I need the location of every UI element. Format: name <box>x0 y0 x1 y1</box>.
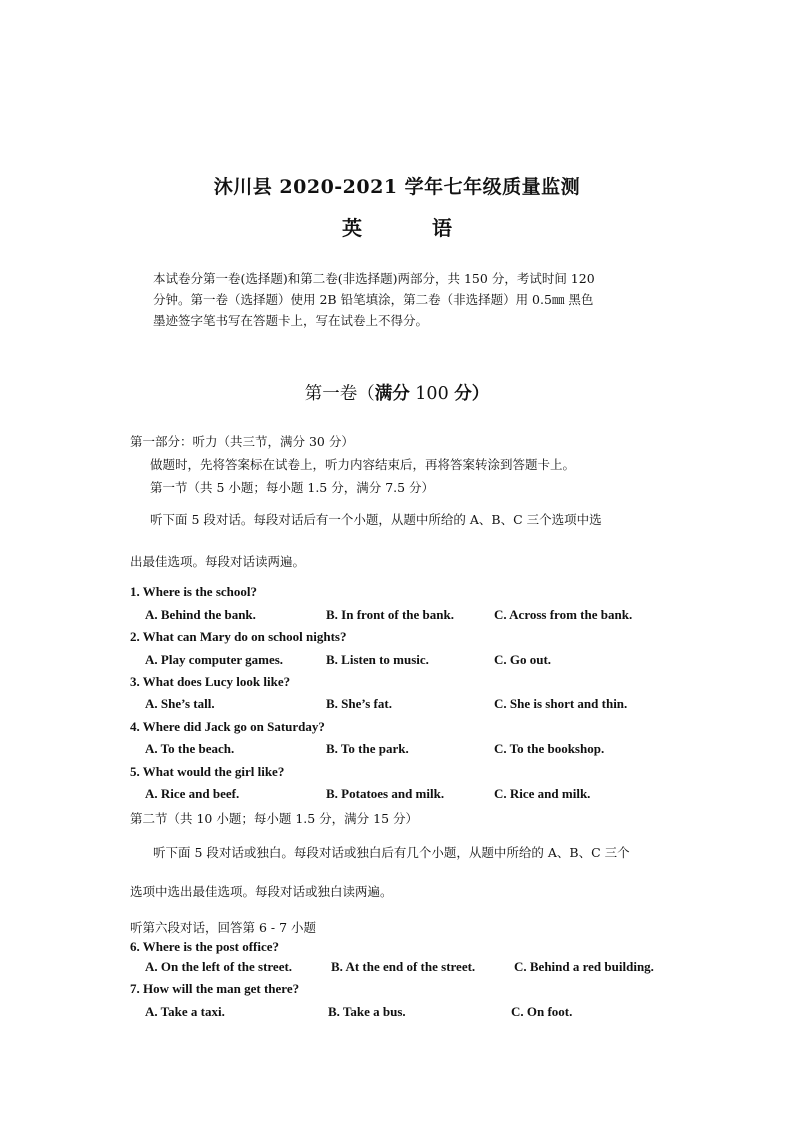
question-5-option-c: C. Rice and milk. <box>494 786 591 801</box>
question-4-option-c: C. To the bookshop. <box>494 741 605 756</box>
question-3-option-a: A. She’s tall. <box>145 696 215 711</box>
question-2-option-b: B. Listen to music. <box>326 652 429 667</box>
question-6-option-c: C. Behind a red building. <box>514 959 654 974</box>
question-1-option-c: C. Across from the bank. <box>494 607 633 622</box>
question-1-option-a: A. Behind the bank. <box>145 607 256 622</box>
part1-heading: 第一部分：听力（共三节，满分 30 分） <box>130 434 354 449</box>
question-4-option-a: A. To the beach. <box>145 741 235 756</box>
volume-title: 第一卷（满分 100 分） <box>304 384 490 404</box>
question-2-option-c: C. Go out. <box>494 652 552 667</box>
question-3-option-b: B. She’s fat. <box>326 696 392 711</box>
exam-title: 沐川县 2020-2021 学年七年级质量监测 <box>213 176 581 198</box>
section1-direction-2: 出最佳选项。每段对话读两遍。 <box>130 554 306 569</box>
question-4-option-b: B. To the park. <box>326 741 409 756</box>
section2-direction-1: 听下面 5 段对话或独白。每段对话或独白后有几个小题，从题中所给的 A、B、C 三个 <box>153 845 630 860</box>
question-1-option-b: B. In front of the bank. <box>326 607 454 622</box>
question-7-option-a: A. Take a taxi. <box>145 1004 225 1019</box>
section2-heading: 第二节（共 10 小题；每小题 1.5 分，满分 15 分） <box>130 811 419 826</box>
question-5-stem: 5. What would the girl like? <box>130 764 285 779</box>
question-2-stem: 2. What can Mary do on school nights? <box>130 629 347 644</box>
section2-group-heading: 听第六段对话，回答第 6 - 7 小题 <box>130 920 317 935</box>
question-7-stem: 7. How will the man get there? <box>130 981 300 996</box>
question-5-option-a: A. Rice and beef. <box>145 786 240 801</box>
question-7-option-c: C. On foot. <box>511 1004 573 1019</box>
section1-heading: 第一节（共 5 小题；每小题 1.5 分，满分 7.5 分） <box>150 480 435 495</box>
intro-line-1: 本试卷分第一卷(选择题)和第二卷(非选择题)两部分，共 150 分，考试时间 120 <box>153 271 595 286</box>
question-6-option-a: A. On the left of the street. <box>145 959 293 974</box>
question-1-stem: 1. Where is the school? <box>130 584 257 599</box>
question-3-option-c: C. She is short and thin. <box>494 696 628 711</box>
question-2-option-a: A. Play computer games. <box>145 652 284 667</box>
question-4-stem: 4. Where did Jack go on Saturday? <box>130 719 325 734</box>
intro-line-2: 分钟。第一卷（选择题）使用 2B 铅笔填涂，第二卷（非选择题）用 0.5㎜ 黑色 <box>153 292 594 307</box>
question-7-option-b: B. Take a bus. <box>328 1004 406 1019</box>
intro-line-3: 墨迹签字笔书写在答题卡上，写在试卷上不得分。 <box>153 313 429 328</box>
question-5-option-b: B. Potatoes and milk. <box>326 786 445 801</box>
question-6-option-b: B. At the end of the street. <box>331 959 476 974</box>
section1-direction-1: 听下面 5 段对话。每段对话后有一个小题，从题中所给的 A、B、C 三个选项中选 <box>150 512 602 527</box>
question-6-stem: 6. Where is the post office? <box>130 939 279 954</box>
question-3-stem: 3. What does Lucy look like? <box>130 674 291 689</box>
subject-title: 英语 <box>342 216 522 240</box>
part1-instruction: 做题时，先将答案标在试卷上，听力内容结束后，再将答案转涂到答题卡上。 <box>150 457 576 472</box>
section2-direction-2: 选项中选出最佳选项。每段对话或独白读两遍。 <box>130 884 393 899</box>
